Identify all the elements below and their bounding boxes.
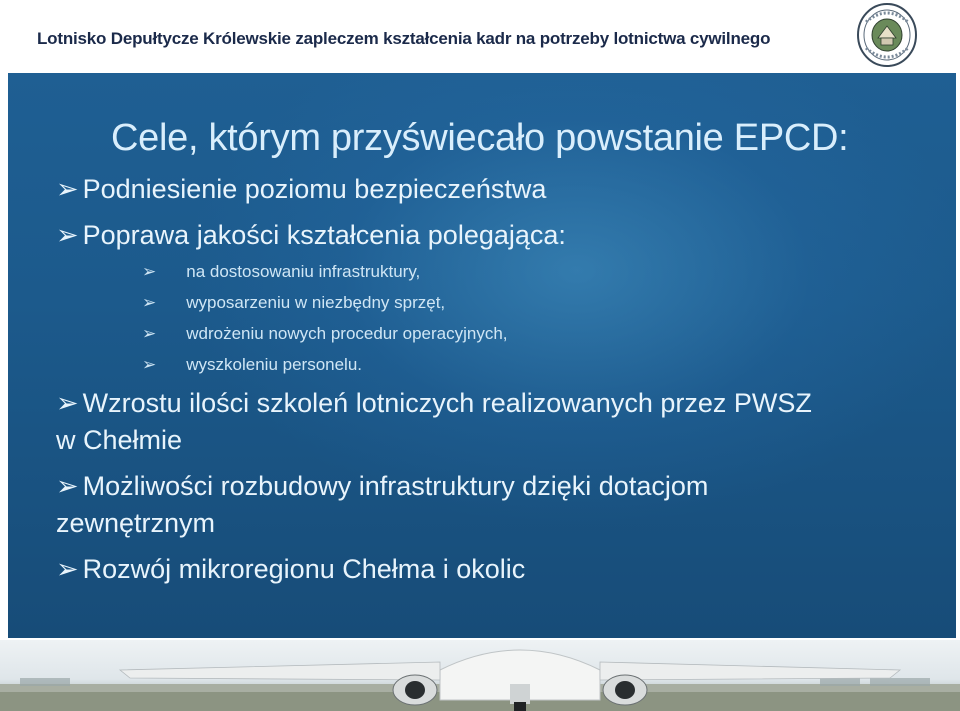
bullet-1: ➢ Podniesienie poziomu bezpieczeństwa (56, 174, 547, 204)
airplane-illustration (0, 640, 960, 711)
slide-panel (8, 73, 956, 638)
bullet-2: ➢ Poprawa jakości kształcenia polegająca: (56, 220, 566, 250)
arrow-bullet-icon: ➢ (56, 388, 79, 418)
bullet-3-continuation: w Chełmie (56, 425, 183, 455)
arrow-bullet-icon: ➢ (142, 324, 157, 343)
arrow-bullet-icon: ➢ (56, 471, 79, 501)
university-seal-logo (856, 2, 918, 68)
bullet-3: ➢ Wzrostu ilości szkoleń lotniczych realizowanych przez PWSZ (56, 388, 812, 418)
header-bar (0, 0, 960, 78)
sub-bullet-3: ➢ wdrożeniu nowych procedur operacyjnych, (142, 324, 508, 343)
arrow-bullet-icon: ➢ (56, 554, 79, 584)
arrow-bullet-icon: ➢ (142, 355, 157, 374)
arrow-bullet-icon: ➢ (142, 293, 157, 312)
sub-bullet-2: ➢ wyposarzeniu w niezbędny sprzęt, (142, 293, 446, 312)
arrow-bullet-icon: ➢ (142, 262, 157, 281)
bullet-5: ➢ Rozwój mikroregionu Chełma i okolic (56, 554, 526, 584)
bullet-4-continuation: zewnętrznym (56, 508, 216, 538)
arrow-bullet-icon: ➢ (56, 220, 79, 250)
arrow-bullet-icon: ➢ (56, 174, 79, 204)
sub-bullet-4: ➢ wyszkoleniu personelu. (142, 355, 363, 374)
bullet-4: ➢ Możliwości rozbudowy infrastruktury dzięki dotacjom (56, 471, 709, 501)
header-title: Lotnisko Depułtycze Królewskie zapleczem kształcenia kadr na potrzeby lotnictwa cywilnego (37, 29, 771, 48)
slide-title: Cele, którym przyświecało powstanie EPCD: (111, 117, 849, 159)
airplane-photo (0, 640, 960, 711)
sub-bullet-1: ➢ na dostosowaniu infrastruktury, (142, 262, 421, 281)
